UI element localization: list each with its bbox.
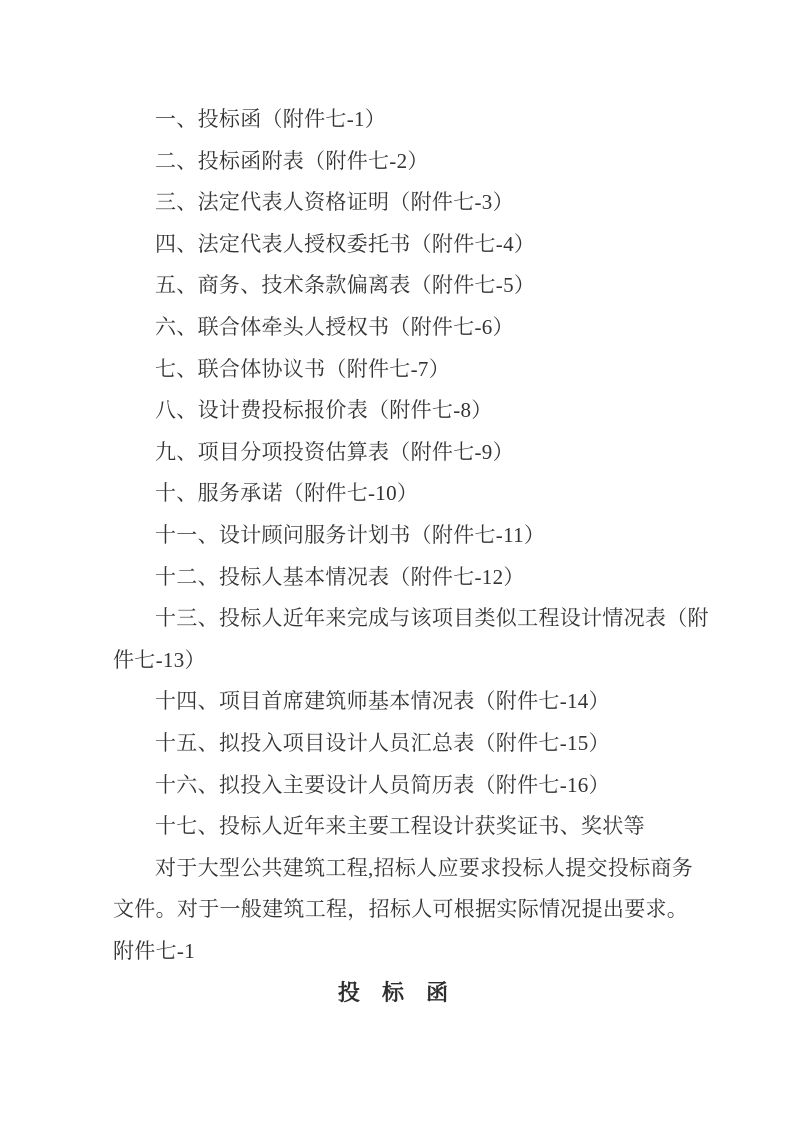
document-line: 十五、拟投入项目设计人员汇总表（附件七-15） bbox=[155, 730, 610, 755]
document-line: 十、服务承诺（附件七-10） bbox=[155, 481, 419, 506]
document-line: 三、法定代表人资格证明（附件七-3） bbox=[155, 190, 514, 215]
page-title: 投 标 函 bbox=[337, 980, 457, 1006]
document-line: 十四、项目首席建筑师基本情况表（附件七-14） bbox=[155, 689, 610, 714]
document-line: 五、商务、技术条款偏离表（附件七-5） bbox=[155, 273, 536, 298]
document-line: 七、联合体协议书（附件七-7） bbox=[155, 356, 450, 381]
document-line: 件七-13） bbox=[113, 647, 206, 672]
document-line: 八、设计费投标报价表（附件七-8） bbox=[155, 398, 493, 423]
document-line: 文件。对于一般建筑工程，招标人可根据实际情况提出要求。 bbox=[113, 897, 689, 922]
document-line: 附件七-1 bbox=[113, 938, 195, 963]
document-line: 二、投标函附表（附件七-2） bbox=[155, 148, 429, 173]
document-line: 四、法定代表人授权委托书（附件七-4） bbox=[155, 231, 536, 256]
document-line: 六、联合体牵头人授权书（附件七-6） bbox=[155, 314, 514, 339]
document-line: 十七、投标人近年来主要工程设计获奖证书、奖状等 bbox=[155, 814, 645, 839]
document-line: 十三、投标人近年来完成与该项目类似工程设计情况表（附 bbox=[155, 606, 709, 631]
document-line: 九、项目分项投资估算表（附件七-9） bbox=[155, 439, 514, 464]
document-line: 十一、设计顾问服务计划书（附件七-11） bbox=[155, 522, 546, 547]
document-line: 十六、拟投入主要设计人员简历表（附件七-16） bbox=[155, 772, 610, 797]
document-line: 一、投标函（附件七-1） bbox=[155, 107, 387, 131]
document-body bbox=[113, 99, 709, 1014]
document-line: 十二、投标人基本情况表（附件七-12） bbox=[155, 564, 525, 589]
document-line: 对于大型公共建筑工程,招标人应要求投标人提交投标商务 bbox=[155, 855, 694, 880]
